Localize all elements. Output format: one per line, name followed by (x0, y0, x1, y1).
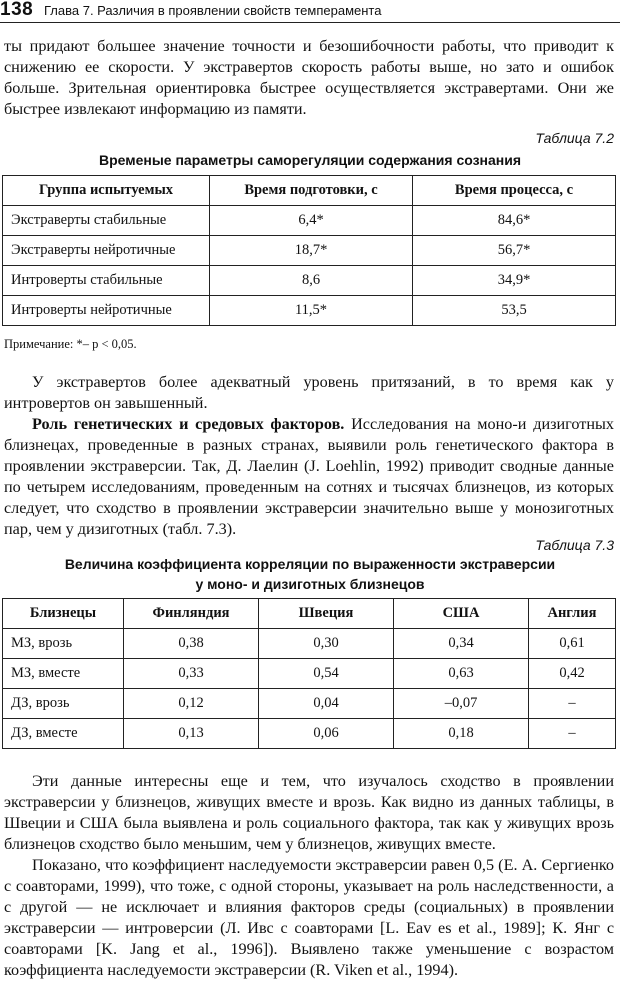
table-cell: –0,07 (394, 689, 529, 719)
table-cell: 56,7* (413, 236, 616, 266)
table-cell: 84,6* (413, 206, 616, 236)
paragraph-3-text: Исследования на моно-и дизиготных близнецах, проведенные в разных странах, выявили роль генетического фактора в проявлении экстраверсии. Так, Д. Лаелин (J. Loehlin, 1992) приводит сводные данные по четырем исследованиям, проведенным на сотнях и тысячах близнецов, из которых следует, что сходство в проявлении экстраверсии значительно выше у монозиготных пар, чем у дизиготных (табл. 7.3). (4, 415, 614, 538)
row-label: Интроверты стабильные (3, 266, 210, 296)
table-row (3, 719, 616, 749)
paragraph-2: У экстравертов более адекватный уровень притязаний, в то время как у интровертов он завышенный. (4, 373, 614, 412)
table-cell: 0,34 (394, 629, 529, 659)
table-cell: 0,42 (529, 659, 616, 689)
table-cell: 34,9* (413, 266, 616, 296)
table-cell: 8,6 (210, 266, 413, 296)
row-label: МЗ, врозь (3, 629, 124, 659)
table-row (3, 296, 616, 326)
table-cell: 18,7* (210, 236, 413, 266)
column-header: Швеция (259, 599, 394, 629)
table-7-2-title: Временые параметры саморегуляции содержания сознания (98, 152, 522, 168)
table-7-3-label: Таблица 7.3 (535, 537, 614, 553)
paragraph-3 (4, 414, 614, 540)
table-row (3, 689, 616, 719)
chapter-title: Глава 7. Различия в проявлении свойств темперамента (44, 3, 382, 18)
table-cell: 0,54 (259, 659, 394, 689)
table-7-2-note: Примечание: *– p < 0,05. (4, 337, 137, 351)
table-cell: 0,06 (259, 719, 394, 749)
run-in-heading: Роль генетических и средовых факторов. (32, 415, 345, 433)
table-cell: 53,5 (413, 296, 616, 326)
table-row (3, 236, 616, 266)
table-7-2-label: Таблица 7.2 (535, 130, 614, 146)
column-header: Англия (529, 599, 616, 629)
table-cell: 0,61 (529, 629, 616, 659)
table-row (3, 629, 616, 659)
row-label: Интроверты нейротичные (3, 296, 210, 326)
row-label: ДЗ, вместе (3, 719, 124, 749)
table-7-2 (2, 175, 616, 326)
row-label: МЗ, вместе (3, 659, 124, 689)
table-row (3, 206, 616, 236)
table-cell: 11,5* (210, 296, 413, 326)
table-cell: 0,63 (394, 659, 529, 689)
table-7-3-title-line-2: у моно- и дизиготных близнецов (195, 576, 425, 592)
table-header-row (3, 176, 616, 206)
table-cell: 6,4* (210, 206, 413, 236)
table-cell: – (529, 719, 616, 749)
column-header: Время процесса, с (413, 176, 616, 206)
column-header: Группа испытуемых (3, 176, 210, 206)
table-cell: 0,38 (124, 629, 259, 659)
column-header: Близнецы (3, 599, 124, 629)
running-head (0, 0, 620, 23)
row-label: Экстраверты нейротичные (3, 236, 210, 266)
paragraph-1: ты придают большее значение точности и безошибочности работы, что приводит к снижению ее скорости. У экстравертов скорость работы выше, но зато и ошибок больше. Зрительная ориентировка быстрее осуществляется экстравертами. Они же быстрее извлекают информацию из памяти. (4, 37, 614, 118)
column-header: Время подготовки, с (210, 176, 413, 206)
table-row (3, 266, 616, 296)
table-cell: 0,12 (124, 689, 259, 719)
table-cell: – (529, 689, 616, 719)
table-7-3-title-line-1: Величина коэффициента корреляции по выраженности экстраверсии (64, 556, 556, 572)
column-header: США (394, 599, 529, 629)
table-cell: 0,33 (124, 659, 259, 689)
table-cell: 0,04 (259, 689, 394, 719)
page-number: 138 (0, 0, 34, 20)
table-cell: 0,30 (259, 629, 394, 659)
row-label: Экстраверты стабильные (3, 206, 210, 236)
table-7-3 (2, 598, 616, 749)
paragraph-5: Показано, что коэффициент наследуемости экстраверсии равен 0,5 (Е. А. Сергиенко с соавторами, 1999), что тоже, с одной стороны, указывает на роль наследственности, а с другой — не исключает и влияния факторов среды (социальных) в проявлении экстраверсии — интроверсии (Л. Ивс с соавторами [L. Eav es et al., 1989]; К. Янг с соавторами [K. Jang et al., 1996]). Выявлено также уменьшение с возрастом коэффициента наследуемости экстраверсии (R. Viken et al., 1994). (4, 856, 614, 979)
column-header: Финляндия (124, 599, 259, 629)
table-header-row (3, 599, 616, 629)
row-label: ДЗ, врозь (3, 689, 124, 719)
table-cell: 0,13 (124, 719, 259, 749)
table-cell: 0,18 (394, 719, 529, 749)
table-row (3, 659, 616, 689)
paragraph-4: Эти данные интересны еще и тем, что изучалось сходство в проявлении экстраверсии у близнецов, живущих вместе и врозь. Как видно из данных таблицы, в Швеции и США была выявлена и роль социального фактора, так как у живущих врозь близнецов сходство было меньшим, чем у близнецов, живущих вместе. (4, 772, 614, 853)
